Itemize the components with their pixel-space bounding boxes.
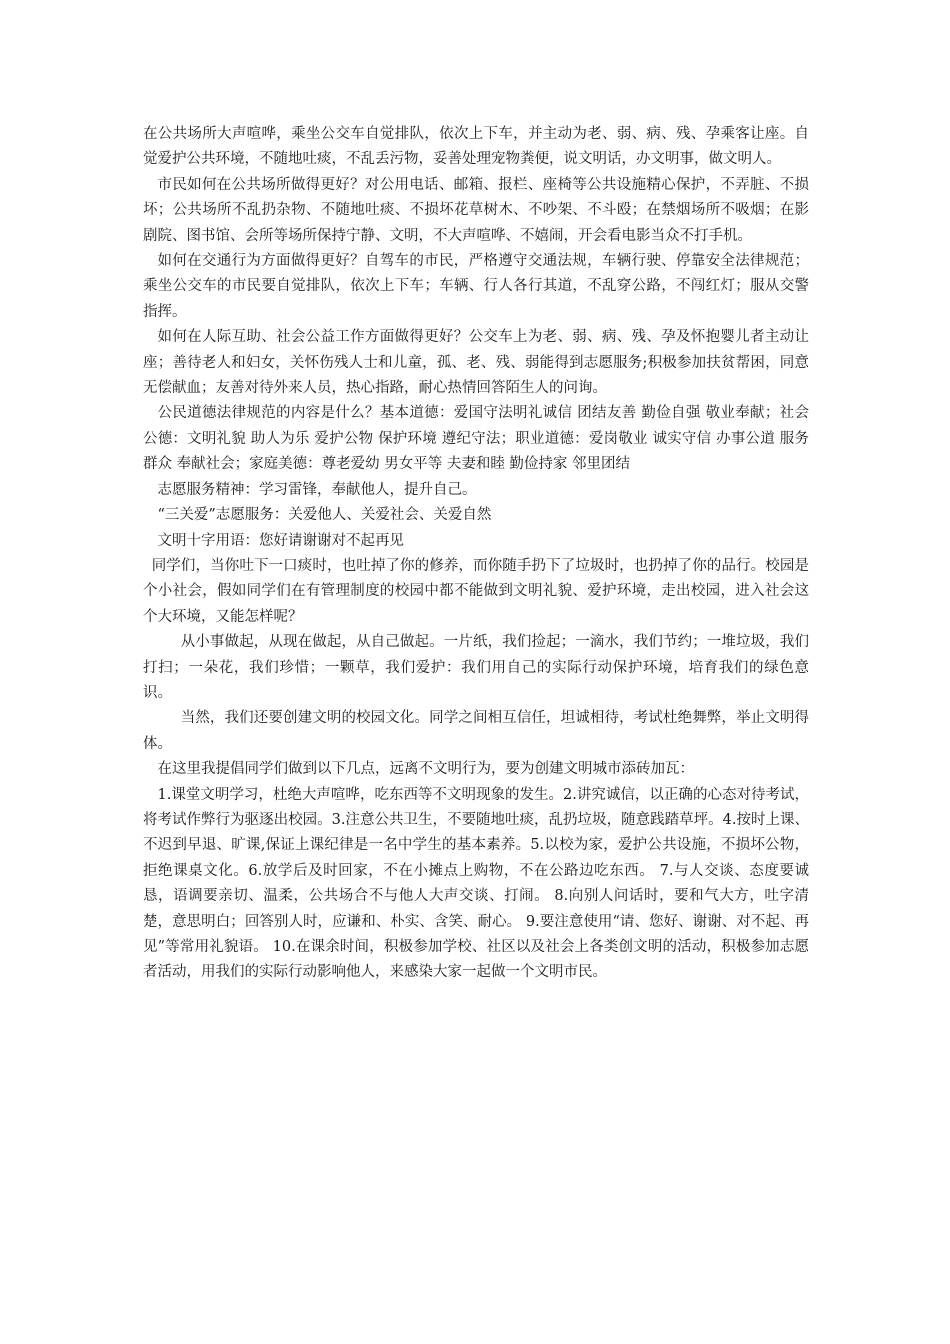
paragraph-students: 同学们，当你吐下一口痰时，也吐掉了你的修养，而你随手扔下了垃圾时，也扔掉了你的品行。校园是个小社会，假如同学们在有管理制度的校园中都不能做到文明礼貌、爱护环境，走出校园，进入社会这个大环境，又能怎样呢？ (143, 557, 809, 625)
paragraph-three-cares: “三关爱”志愿服务：关爱他人、关爱社会、关爱自然 (157, 507, 492, 524)
paragraph-campus-culture: 当然，我们还要创建文明的校园文化。同学之间相互信任，坦诚相待，考试杜绝舞弊，举止文明得体。 (143, 710, 809, 752)
paragraph-moral-norms: 公民道德法律规范的内容是什么？基本道德：爱国守法明礼诚信 团结友善 勤俭自强 敬业奉献；社会公德：文明礼貌 助人为乐 爱护公物 保护环境 遵纪守法；职业道德：爱岗敬业 诚实守信 办事公道 服务群众 奉献社会；家庭美德：尊老爱幼 男女平等 夫妻和睦 勤俭持家 邻里团结 (143, 405, 809, 473)
paragraph-ten-words: 文明十字用语：您好请谢谢对不起再见 (157, 532, 404, 549)
paragraph-public-places: 市民如何在公共场所做得更好？对公用电话、邮箱、报栏、座椅等公共设施精心保护，不弄脏、不损坏；公共场所不乱扔杂物、不随地吐痰、不损坏花草树木、不吵架、不斗殴；在禁烟场所不吸烟；在影剧院、图书馆、会所等场所保持宁静、文明，不大声喧哗、不嬉闹，开会看电影当众不打手机。 (143, 176, 809, 244)
paragraph-traffic: 如何在交通行为方面做得更好？自驾车的市民，严格遵守交通法规，车辆行驶、停靠安全法律规范；乘坐公交车的市民要自觉排队，依次上下车；车辆、行人各行其道，不乱穿公路，不闯红灯；服从交警指挥。 (143, 253, 809, 320)
document-body (143, 122, 809, 986)
paragraph-mutual-help: 如何在人际互助、社会公益工作方面做得更好？公交车上为老、弱、病、残、孕及怀抱婴儿者主动让座；善待老人和妇女，关怀伤残人士和儿童，孤、老、残、弱能得到志愿服务;积极参加扶贫帮困，同意无偿献血；友善对待外来人员，热心指路，耐心热情回答陌生人的问询。 (143, 329, 809, 397)
paragraph-proposal-list: 1.课堂文明学习，杜绝大声喧哗，吃东西等不文明现象的发生。2.讲究诚信，以正确的心态对待考试，将考试作弊行为驱逐出校园。3.注意公共卫生，不要随地吐痰，乱扔垃圾，随意践踏草坪。4.按时上课、不迟到早退、旷课,保证上课纪律是一名中学生的基本素养。5.以校为家，爱护公共设施，不损坏公物，拒绝课桌文化。6.放学后及时回家，不在小摊点上购物，不在公路边吃东西。 7.与人交谈、态度要诚恳，语调要亲切、温柔，公共场合不与他人大声交谈、打闹。 8.向别人问话时，要和气大方，吐字清楚，意思明白；回答别人时，应谦和、朴实、含笑、耐心。 9.要注意使用“请、您好、谢谢、对不起、再见”等常用礼貌语。 10.在课余时间，积极参加学校、社区以及社会上各类创文明的活动，积极参加志愿者活动，用我们的实际行动影响他人，来感染大家一起做一个文明市民。 (143, 786, 809, 981)
paragraph-volunteer-spirit: 志愿服务精神：学习雷锋，奉献他人，提升自己。 (157, 481, 477, 498)
paragraph-public-behavior: 在公共场所大声喧哗，乘坐公交车自觉排队，依次上下车，并主动为老、弱、病、残、孕乘客让座。自觉爱护公共环境，不随地吐痰，不乱丢污物，妥善处理宠物粪便，说文明话，办文明事，做文明人。 (143, 126, 809, 168)
paragraph-start-small: 从小事做起，从现在做起，从自己做起。一片纸，我们捡起；一滴水，我们节约；一堆垃圾，我们打扫；一朵花，我们珍惜；一颗草，我们爱护：我们用自己的实际行动保护环境，培育我们的绿色意识。 (143, 634, 809, 701)
paragraph-proposal: 在这里我提倡同学们做到以下几点，远离不文明行为，要为创建文明城市添砖加瓦： (157, 761, 694, 778)
